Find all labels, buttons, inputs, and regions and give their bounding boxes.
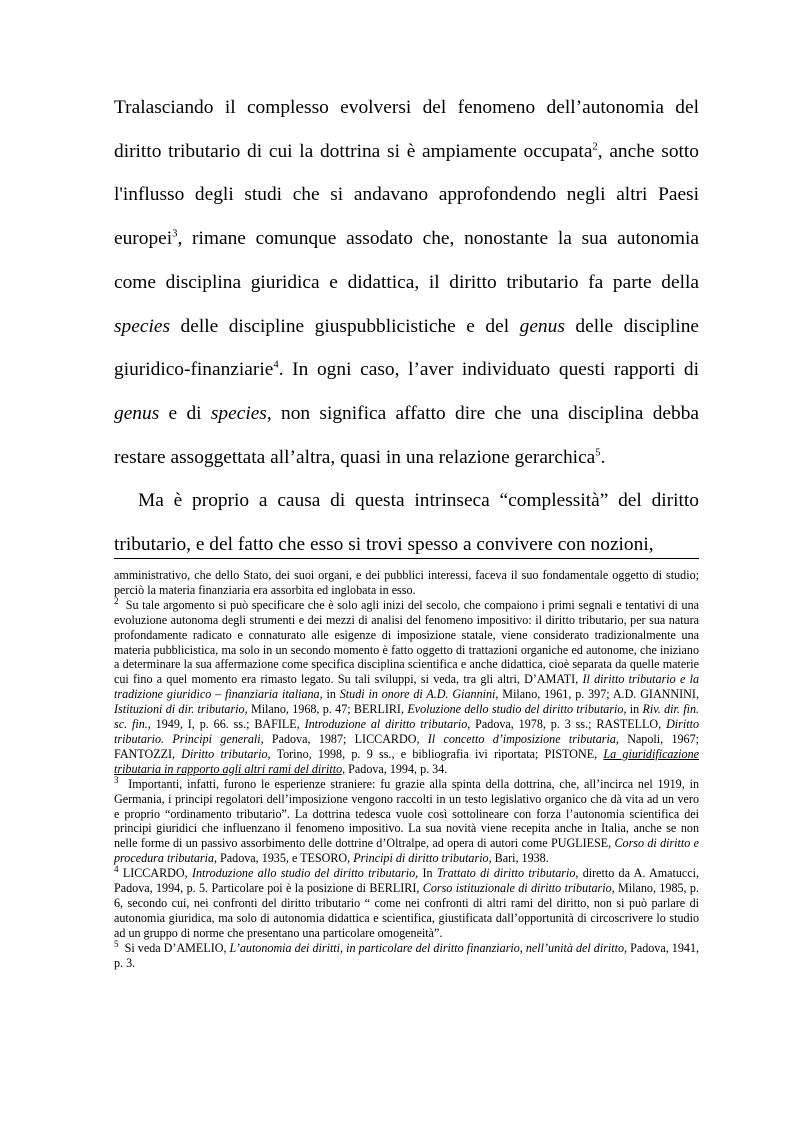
emphasis: species [210, 402, 267, 424]
citation-title: Studi in onore di A.D. Giannini, [339, 687, 499, 702]
footnote-separator [114, 558, 699, 559]
footnote-2 [114, 595, 700, 777]
emphasis: species [114, 315, 170, 337]
footnotes [114, 568, 699, 970]
text-run: Bari, 1938. [491, 851, 549, 866]
text-run: 1949, I, p. 66. ss.; BAFILE, [150, 717, 305, 732]
text-run: Milano, 1961, p. 397; A.D. GIANNINI, [498, 687, 699, 702]
text-run: in [626, 702, 643, 717]
text-run: Padova, 1994, p. 34. [345, 761, 448, 776]
text-run: Padova, 1978, p. 3 ss.; RASTELLO, [470, 717, 667, 732]
citation-title: Evoluzione dello studio del diritto tributario, [407, 702, 627, 717]
citation-title: Introduzione allo studio del diritto tributario, [191, 866, 419, 881]
document-page [114, 0, 699, 1123]
footnote-number: 4 [114, 864, 119, 875]
text-run: Torino, 1998, p. 9 ss., e bibliografia ivi riportata; PISTONE, [270, 746, 604, 761]
footnote-number: 3 [114, 774, 119, 785]
text-run: , rimane comunque assodato che, nonostante la sua autonomia come disciplina giuridica e didattica, il diritto tributario fa parte della [114, 228, 699, 293]
footnote-ref-5[interactable]: 5 [595, 446, 601, 459]
text-run: Milano, 1985, p. 6, secondo cui, nei confronti del diritto tributario “ come nei confronti di altri rami del diritto, non si può parlare di autonomia giuridica, ma solo di autonomia didattica e scientifica, giustificata dall’opportunità di circoscrivere lo studio ad un gruppo di norme che presentano una particolare omogeneità”. [114, 881, 699, 940]
text-run: Milano, 1968, p. 47; BERLIRI, [247, 702, 408, 717]
text-run: LICCARDO, [118, 866, 192, 881]
citation-title: Corso di diritto e procedura tributaria, [114, 836, 699, 866]
citation-title: Trattato di diritto tributario, [436, 866, 579, 881]
paragraph-1 [114, 86, 699, 479]
text-run: Su tale argomento si può specificare che è solo agli inizi del secolo, che compaiono i primi segnali e tentativi di una evoluzione autonoma degli strumenti e dei mezzi di analisi del fenomeno impositivo: il diritto tributario, per sua natura profondamente radicato e connaturato alle esigenze di imposizione statale, viene considerato tradizionalmente una materia pubblicistica, ma solo in un secondo momento è fatto oggetto di trattazioni organiche ed autonome, che iniziano a determinare la sua affermazione come specifica disciplina scientifica e anche didattica, cioè separata da quelle materie cui fino a quel momento era rimasto legato. Su tali sviluppi, si veda, tra gli altri, D’AMATI, [114, 597, 699, 687]
citation-title: Diritto tributario. Principi generali, [114, 717, 699, 746]
footnote-3 [114, 774, 699, 866]
footnote-4 [114, 866, 699, 941]
footnote-number: 2 [114, 595, 119, 606]
text-run: Si veda D’AMELIO, [124, 940, 230, 955]
citation-title: Riv. dir. fin. sc. fin., [114, 702, 700, 732]
footnote-continuation: amministrativo, che dello Stato, dei suoi organi, e dei pubblici interessi, faceva il suo fondamentale oggetto di studio; perciò la materia finanziaria era assorbita ed inglobata in esso. [114, 568, 699, 597]
text-run: , anche sotto l'influsso degli studi che si andavano approfondendo negli altri Paesi europei [114, 140, 699, 250]
text-run: . [600, 446, 606, 468]
text-run: In [418, 866, 437, 881]
footnote-ref-3[interactable]: 3 [172, 227, 178, 240]
citation-title: Istituzioni di dir. tributario, [114, 702, 248, 717]
citation-title: L’autonomia dei diritti, in particolare del diritto finanziario, nell’unità del diritto, [229, 940, 628, 955]
citation-title: La giuridificazione tributaria in rapporto agli altri rami del diritto, [114, 746, 700, 776]
text-run: Padova, 1941, p. 3. [114, 940, 700, 970]
main-text [114, 86, 699, 567]
footnote-ref-2[interactable]: 2 [592, 140, 598, 153]
text-run: delle discipline giuridico-finanziarie [114, 315, 699, 381]
emphasis: genus [519, 315, 565, 337]
citation-title: Introduzione al diritto tributario, [304, 717, 471, 732]
citation-title: Corso istituzionale di diritto tributario, [422, 881, 615, 896]
text-run: Importanti, infatti, furono le esperienze straniere: fu grazie alla spinta della dottrina, che, all’incirca nel 1919, in Germania, i principi regolatori dell’imposizione vengono raccolti in un testo legislativo organico che dà vita ad un vero e proprio “ordinamento tributario”. La dottrina tedesca vuole così sottolineare con forza l’autonomia scientifica dei principi giuridici che influenzano il fenomeno impositivo. La sua novità viene recepita anche in Italia, anche se non nelle forme di un passivo assorbimento delle dottrine d’Oltralpe, ad opera di autori come PUGLIESE, [114, 776, 699, 851]
text-run: Napoli, 1967; FANTOZZI, [114, 731, 699, 761]
text-run: delle discipline giuspubblicistiche e del [170, 315, 520, 337]
text-run: Padova, 1987; LICCARDO, [263, 731, 428, 746]
text-run: in [322, 687, 340, 702]
citation-title: Principi di diritto tributario, [353, 851, 492, 866]
citation-title: Il concetto d’imposizione tributaria, [427, 731, 619, 746]
footnote-number: 5 [114, 938, 119, 949]
text-run: e di [159, 402, 211, 424]
emphasis: genus [114, 402, 160, 424]
text-run: , non significa affatto dire che una disciplina debba restare assoggettata all’altra, quasi in una relazione gerarchica [114, 402, 699, 468]
text-run: Tralasciando il complesso evolversi del fenomeno dell’autonomia del diritto tributario di cui la dottrina si è ampiamente occupata [114, 97, 699, 162]
text-run: . In ogni caso, l’aver individuato questi rapporti di [278, 359, 699, 381]
text-run: diretto da A. Amatucci, Padova, 1994, p. 5. Particolare poi è la posizione di BERLIRI, [114, 866, 700, 896]
text-run: Padova, 1935, e TESORO, [217, 851, 354, 866]
citation-title: Il diritto tributario e la tradizione giuridico – finanziaria italiana, [114, 672, 699, 702]
paragraph-2: Ma è proprio a causa di questa intrinseca “complessità” del diritto tributario, e del fatto che esso si trovi spesso a convivere con nozioni, [114, 490, 699, 556]
footnote-5 [114, 938, 700, 971]
citation-title: Diritto tributario, [181, 746, 271, 761]
footnote-ref-4[interactable]: 4 [273, 358, 279, 371]
